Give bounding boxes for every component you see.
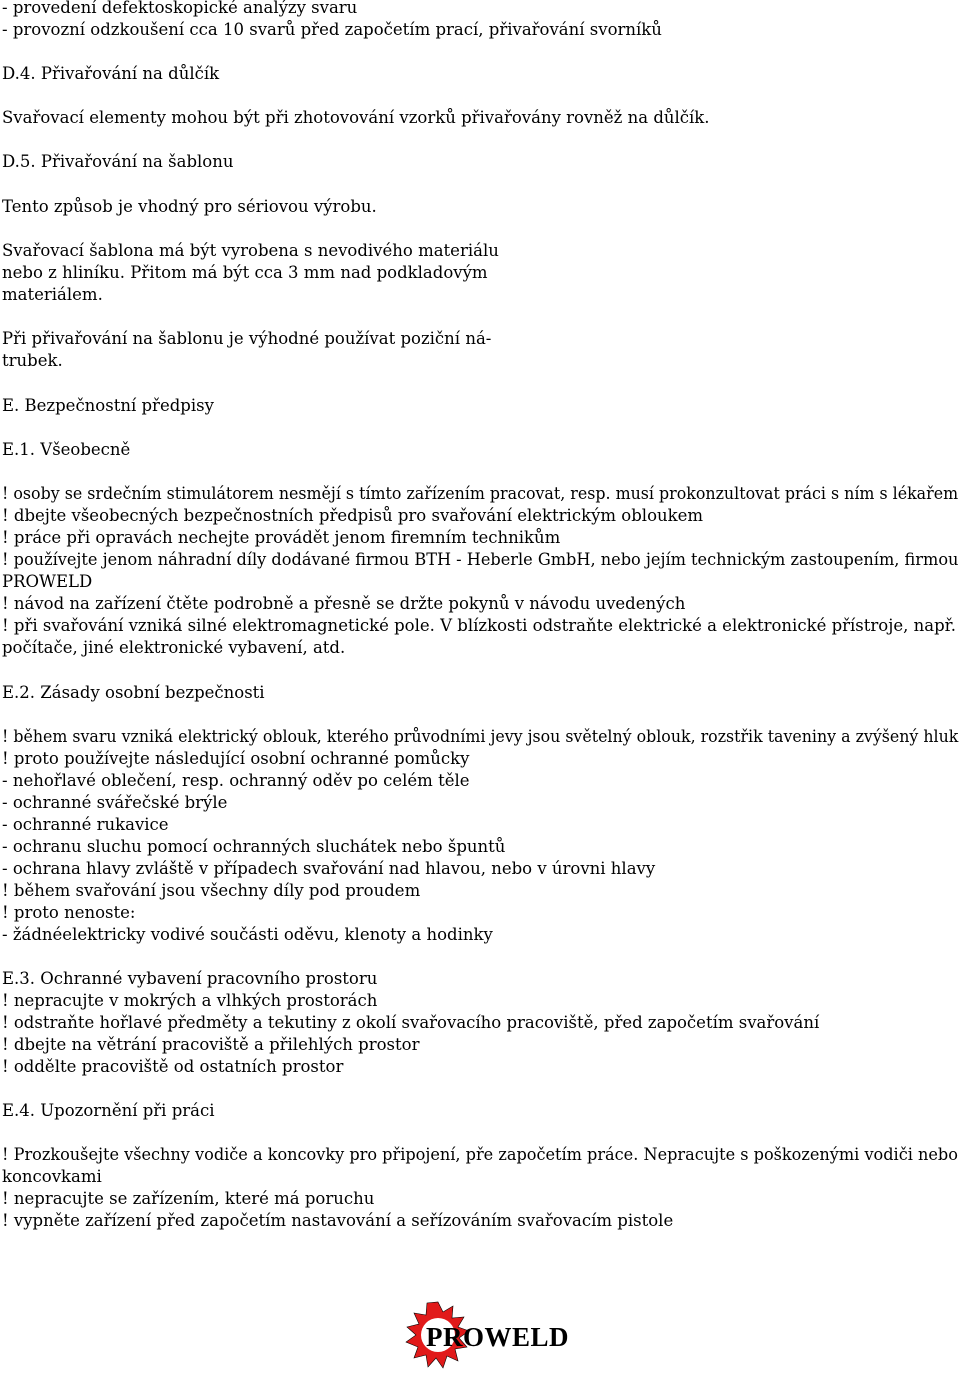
- section-heading: D.4. Přivařování na důlčík: [2, 64, 220, 83]
- text-line: - provozní odzkoušení cca 10 svarů před započetím prací, přivařování svorníků: [2, 20, 662, 39]
- section-heading: E.3. Ochranné vybavení pracovního prostoru: [2, 969, 378, 988]
- text-line: PROWELD: [2, 572, 93, 591]
- text-line: ! proto nenoste:: [2, 903, 136, 922]
- section-heading: E.4. Upozornění při práci: [2, 1101, 215, 1120]
- text-line: ! osoby se srdečním stimulátorem nesmějí s tímto zařízením pracovat, resp. musí prokonzultovat práci s ním s lékařem: [2, 484, 959, 503]
- text-line: ! při svařování vzniká silné elektromagnetické pole. V blízkosti odstraňte elektrické a elektronické přístroje, např.: [2, 616, 956, 635]
- text-line: - ochranné svářečské brýle: [2, 793, 228, 812]
- text-line: ! nepracujte v mokrých a vlhkých prostorách: [2, 991, 378, 1010]
- text-line: trubek.: [2, 351, 63, 370]
- text-line: - žádnéelektricky vodivé součásti oděvu, klenoty a hodinky: [2, 925, 493, 944]
- text-line: ! Prozkoušejte všechny vodiče a koncovky pro připojení, pře započetím práce. Nepracujte s poškozenými vodiči nebo: [2, 1145, 958, 1164]
- text-line: Při přivařování na šablonu je výhodné používat poziční ná-: [2, 329, 492, 348]
- text-line: Tento způsob je vhodný pro sériovou výrobu.: [2, 197, 377, 216]
- text-line: ! odstraňte hořlavé předměty a tekutiny z okolí svařovacího pracoviště, před započetím svařování: [2, 1013, 820, 1032]
- text-line: - ochrana hlavy zvláště v případech svařování nad hlavou, nebo v úrovni hlavy: [2, 859, 656, 878]
- text-line: nebo z hliníku. Přitom má být cca 3 mm nad podkladovým: [2, 263, 488, 282]
- section-heading: D.5. Přivařování na šablonu: [2, 152, 234, 171]
- text-line: ! během svaru vzniká elektrický oblouk, kterého průvodními jevy jsou světelný oblouk, rozstřik taveniny a zvýšený hluk: [2, 727, 959, 746]
- text-line: - nehořlavé oblečení, resp. ochranný oděv po celém těle: [2, 771, 470, 790]
- text-line: ! dbejte na větrání pracoviště a přilehlých prostor: [2, 1035, 420, 1054]
- text-line: - provedení defektoskopické analýzy svaru: [2, 0, 358, 17]
- text-line: ! dbejte všeobecných bezpečnostních předpisů pro svařování elektrickým obloukem: [2, 506, 704, 525]
- text-line: - ochranné rukavice: [2, 815, 169, 834]
- text-line: koncovkami: [2, 1167, 102, 1186]
- section-heading: E.1. Všeobecně: [2, 440, 131, 459]
- text-line: ! návod na zařízení čtěte podrobně a přesně se držte pokynů v návodu uvedených: [2, 594, 686, 613]
- text-line: ! proto používejte následující osobní ochranné pomůcky: [2, 749, 470, 768]
- section-heading: E. Bezpečnostní předpisy: [2, 396, 214, 415]
- section-heading: E.2. Zásady osobní bezpečnosti: [2, 683, 265, 702]
- text-line: Svařovací elementy mohou být při zhotovování vzorků přivařovány rovněž na důlčík.: [2, 108, 710, 127]
- text-line: ! vypněte zařízení před započetím nastavování a seřízováním svařovacím pistole: [2, 1211, 674, 1230]
- text-line: materiálem.: [2, 285, 103, 304]
- text-line: - ochranu sluchu pomocí ochranných sluchátek nebo špuntů: [2, 837, 506, 856]
- text-line: ! během svařování jsou všechny díly pod proudem: [2, 881, 421, 900]
- text-line: počítače, jiné elektronické vybavení, atd.: [2, 638, 346, 657]
- text-line: Svařovací šablona má být vyrobena s nevodivého materiálu: [2, 241, 499, 260]
- text-line: ! oddělte pracoviště od ostatních prostor: [2, 1057, 344, 1076]
- text-line: ! práce při opravách nechejte provádět jenom firemním technikům: [2, 528, 561, 547]
- text-line: ! používejte jenom náhradní díly dodávané firmou BTH - Heberle GmbH, nebo jejím technickým zastoupením, firmou: [2, 550, 959, 569]
- text-line: ! nepracujte se zařízením, které má poruchu: [2, 1189, 375, 1208]
- proweld-logo: [403, 1300, 583, 1372]
- logo-wordmark: PROWELD: [426, 1322, 570, 1352]
